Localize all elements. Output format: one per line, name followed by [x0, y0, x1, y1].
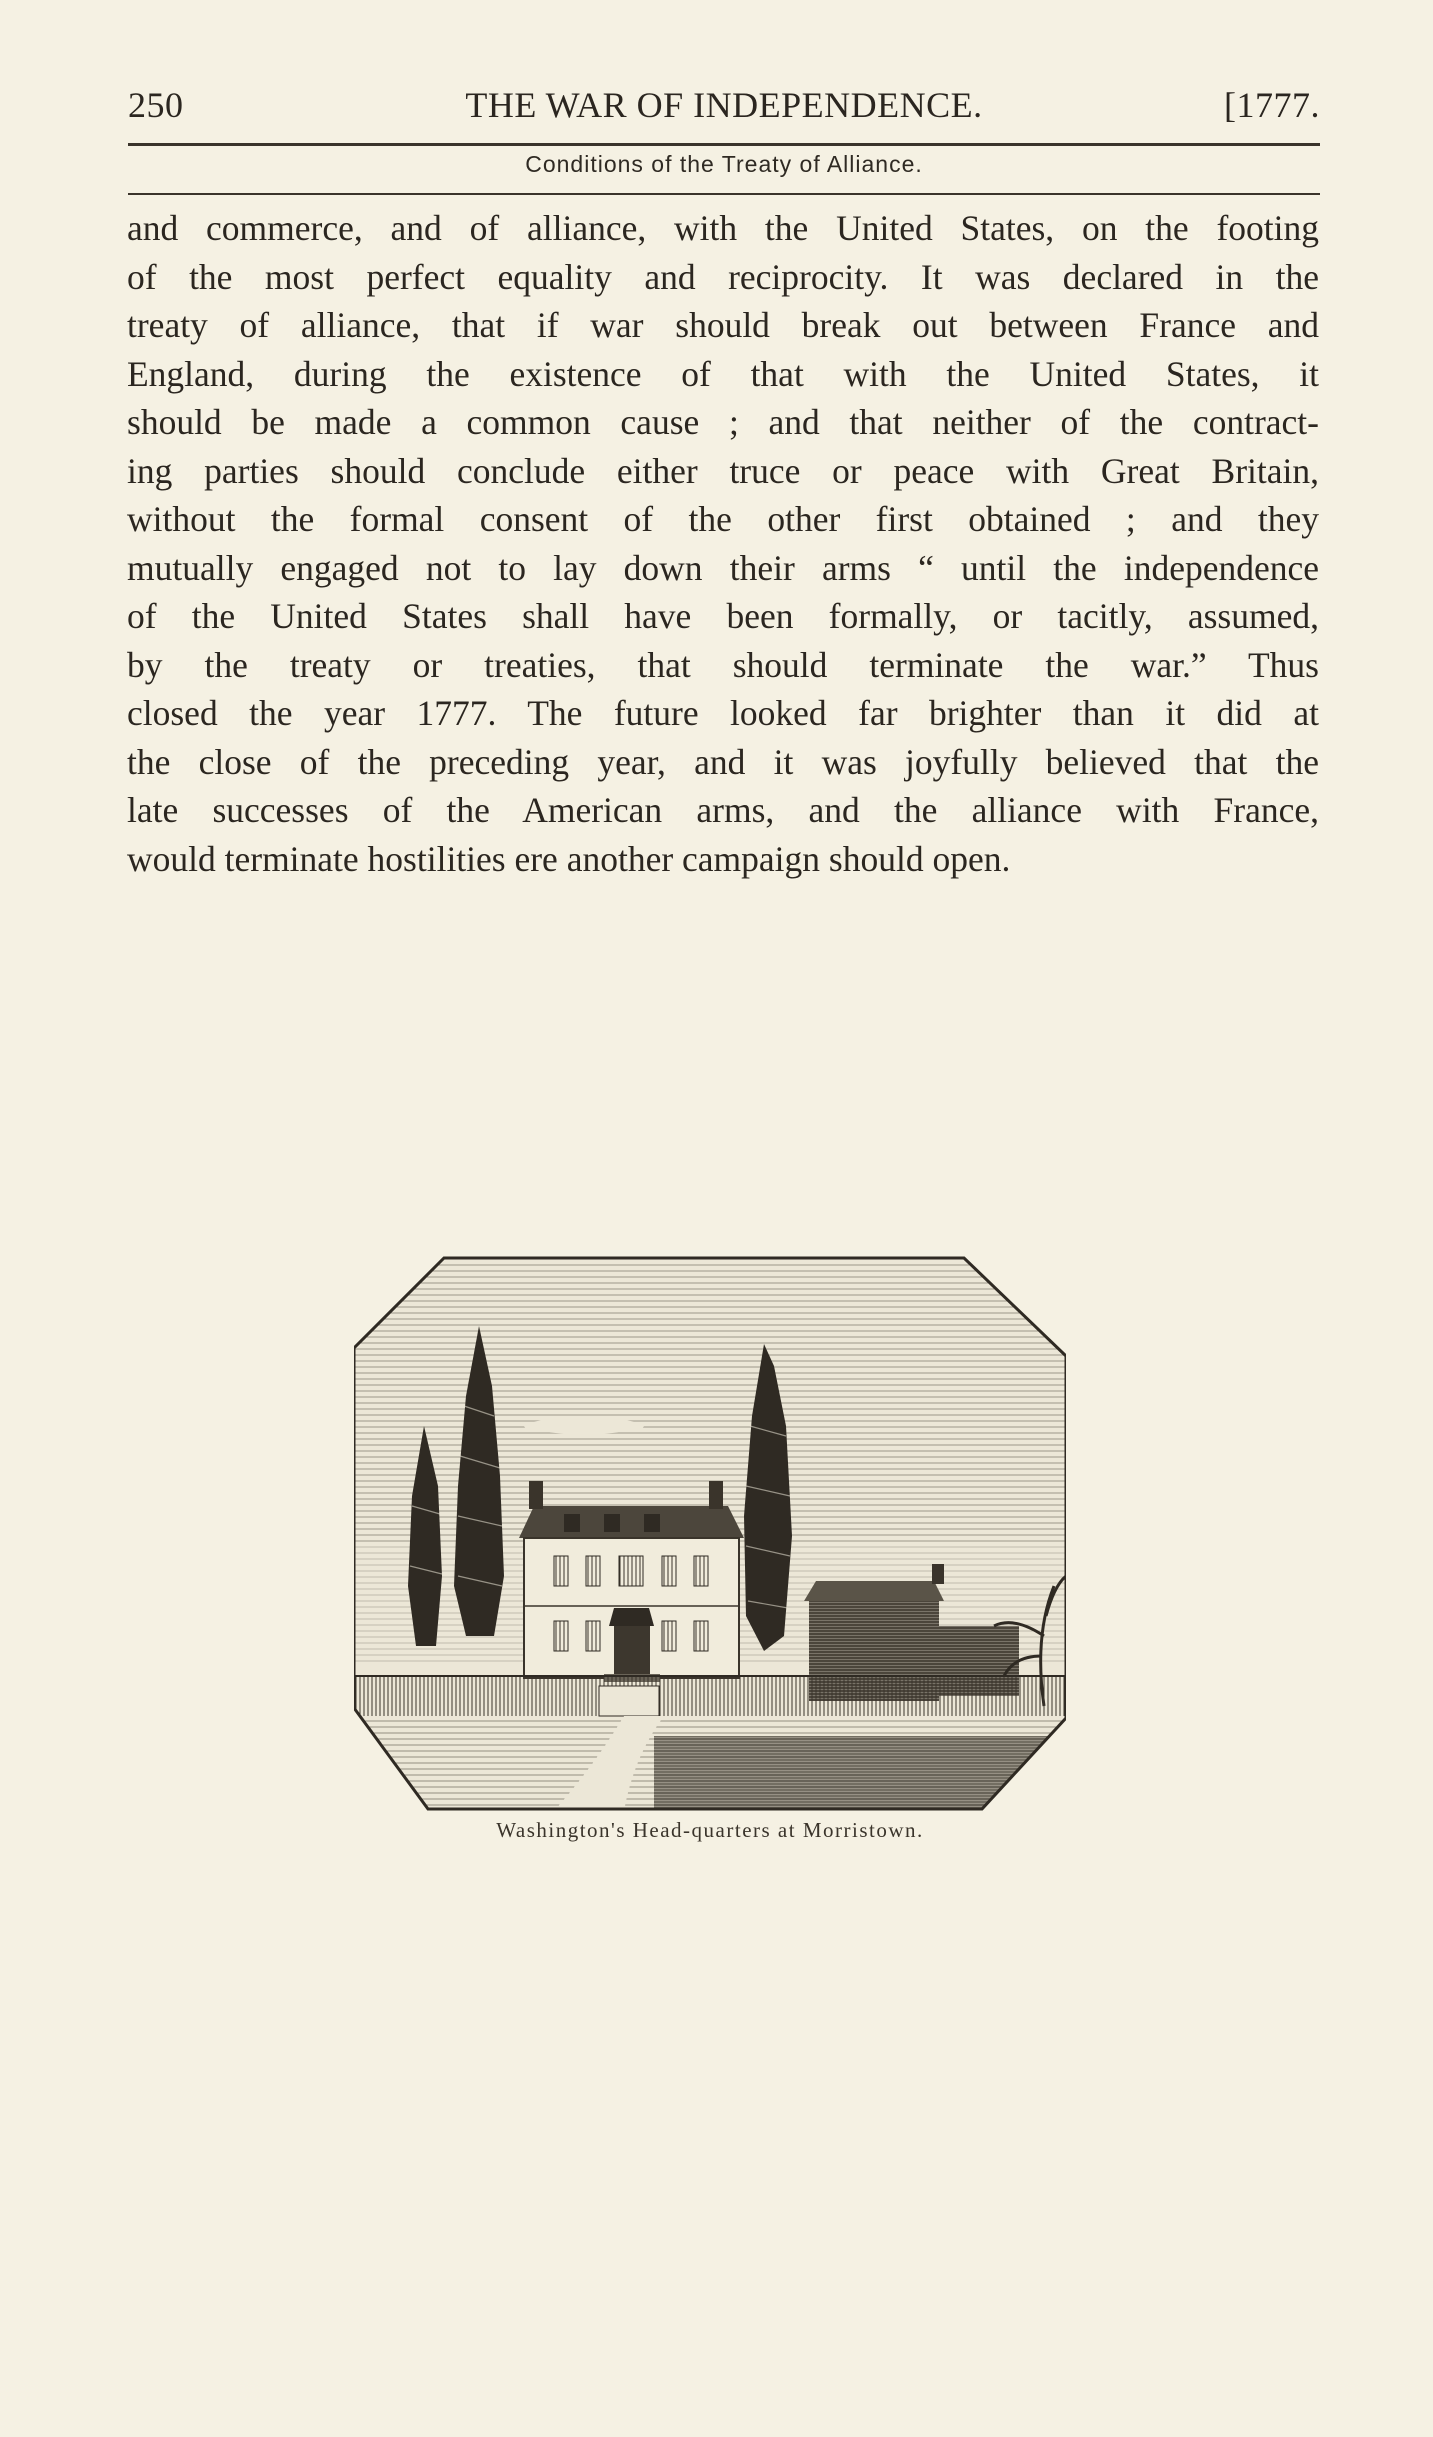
section-subtitle: Conditions of the Treaty of Alliance.	[525, 151, 923, 177]
running-year: [1777.	[1224, 85, 1320, 125]
page-number: 250	[128, 85, 184, 125]
header-rule-top	[128, 143, 1320, 146]
text-line: closed the year 1777. The future looked far brighter than it did at	[127, 693, 1319, 733]
text-line: without the formal consent of the other first obtained ; and they	[127, 499, 1319, 539]
text-line: mutually engaged not to lay down their arms “ until the independence	[127, 547, 1319, 588]
running-head	[128, 84, 1320, 134]
text-line: England, during the existence of that with the United States, it	[127, 353, 1319, 394]
text-line: and commerce, and of alliance, with the United States, on the footing	[127, 208, 1319, 248]
text-line: the close of the preceding year, and it was joyfully believed that the	[127, 741, 1319, 782]
figure-caption: Washington's Head-quarters at Morristown.	[496, 1818, 924, 1842]
running-title: THE WAR OF INDEPENDENCE.	[465, 85, 983, 125]
body-text	[127, 204, 1319, 883]
text-line: of the United States shall have been formally, or tacitly, assumed,	[127, 596, 1319, 636]
header-rule-bottom	[128, 193, 1320, 195]
engraving-headquarters	[354, 1256, 1066, 1811]
text-line: late successes of the American arms, and the alliance with France,	[127, 790, 1319, 830]
text-line: ing parties should conclude either truce or peace with Great Britain,	[127, 450, 1319, 491]
text-line: of the most perfect equality and reciprocity. It was declared in the	[127, 256, 1319, 297]
text-line: would terminate hostilities ere another campaign should open.	[127, 838, 1011, 879]
text-line: by the treaty or treaties, that should terminate the war.” Thus	[127, 644, 1319, 685]
text-line: should be made a common cause ; and that neither of the contract-	[127, 402, 1319, 442]
text-line: treaty of alliance, that if war should break out between France and	[127, 305, 1319, 345]
